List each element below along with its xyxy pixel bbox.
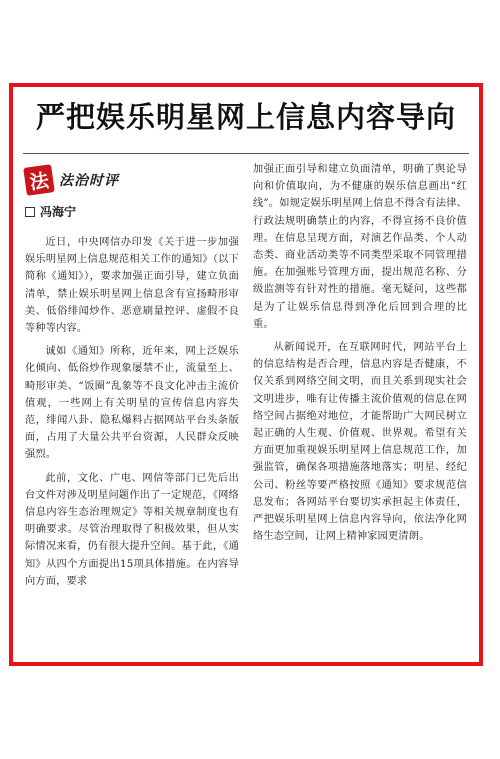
paragraph: 从新闻说开，在互联网时代，网站平台上的信息结构是否合理，信息内容是否健康，不仅关系到网络空间文明，而且关系到现实社会文明进步，唯有让传播主流价值观的信息在网络空间占据绝对地位，才能帮助广大网民树立起正确的人生观、价值观、世界观。希望有关方面更加重视娱乐明星网上信息规范工作，加强监管，确保各项措施落地落实；明星、经纪公司、粉丝等要严格按照《通知》要求规范信息发布；各网站平台要切实承担起主体责任，严把娱乐明星网上信息内容导向，依法净化网络生态空间，让网上精神家园更清朗。 [253, 342, 467, 543]
law-seal-icon: 法 [23, 164, 55, 196]
byline [25, 203, 239, 220]
paragraph-continued: 加强正面引导和建立负面清单，明确了舆论导向和价值取向，为不健康的娱乐信息画出“红线”。如规定娱乐明星网上信息不得含有法律、行政法规明确禁止的内容，不得宣扬不良价值理。在信息呈现方面，对演艺作品类、个人动态类、商业活动类等不同类型采取不同管理措施。在加强账号管理方面，提出规范名称、分级监测等有针对性的措施。毫无疑问，这些都是为了让娱乐信息得到净化后回到合理的比重。 [253, 164, 467, 330]
column-name: 法治时评 [59, 173, 119, 189]
paragraph: 此前，文化、广电、网信等部门已先后出台文件对涉及明星问题作出了一定规范，《网络信息内容生态治理规定》等相关规章制度也有明确要求。尽管治理取得了积极效果，但从实际情况来看，仍有很大提升空间。基于此，《通知》从四个方面提出15项具体措施。在内容导向方面，要求 [25, 472, 239, 587]
paragraph: 诚如《通知》所称，近年来，网上泛娱乐化倾向、低俗炒作现象屡禁不止，流量至上、畸形审美、“饭圈”乱象等不良文化冲击主流价值观，一些网上有关明星的宣传信息内容失范，绯闻八卦、隐私爆料占据网站平台头条版面，占用了大量公共平台资源，人民群众反映强烈。 [25, 346, 239, 461]
headline-rule [23, 153, 469, 154]
headline: 严把娱乐明星网上信息内容导向 [35, 100, 456, 134]
author-name: 冯海宁 [40, 205, 77, 219]
right-column [253, 161, 467, 551]
article-frame [9, 83, 483, 666]
paragraph: 近日，中央网信办印发《关于进一步加强娱乐明星网上信息规范相关工作的通知》（以下简称《通知》），要求加强正面引导，建立负面清单，禁止娱乐明星网上信息含有宣扬畸形审美、低俗绯闻炒作、恶意刷量控评、虚假不良等种等内容。 [25, 237, 239, 335]
column-logo [25, 161, 239, 199]
left-column [25, 161, 239, 596]
square-bullet-icon [25, 207, 35, 217]
